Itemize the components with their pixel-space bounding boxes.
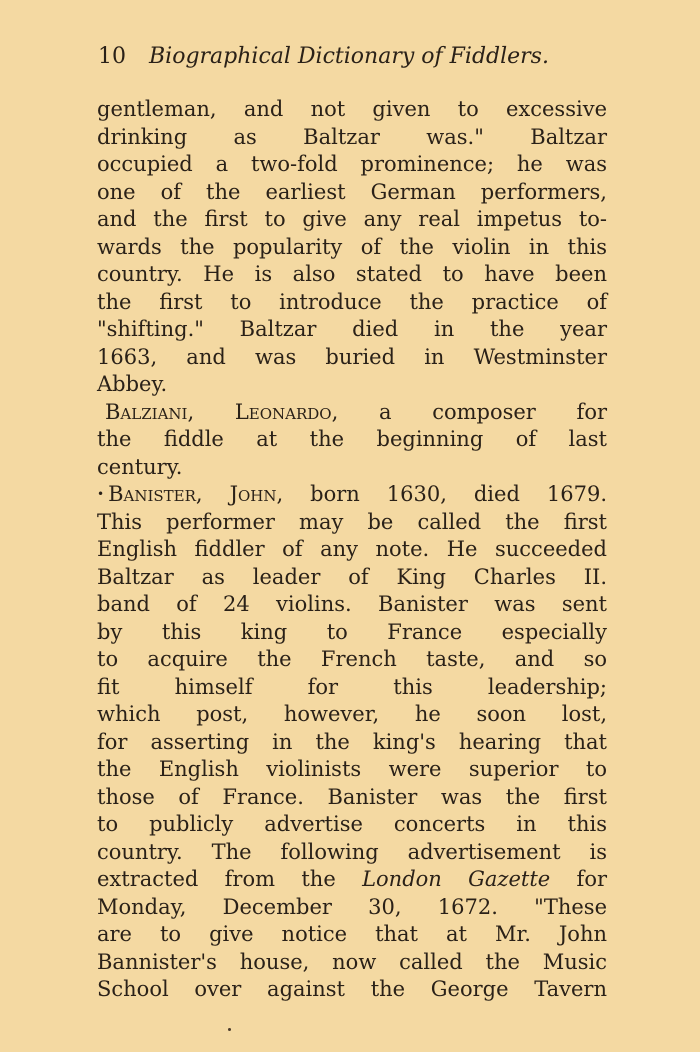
text-line: the first to introduce the practice of <box>97 289 607 314</box>
text-line: drinking as Baltzar was." Baltzar <box>97 124 607 149</box>
bullet-mark: • <box>97 487 105 501</box>
text-line: School over against the George Tavern <box>97 977 607 1001</box>
entry-heading-line <box>97 481 607 509</box>
text-line-gazette <box>97 866 607 894</box>
text-line: one of the earliest German performers, <box>97 179 607 204</box>
text-line: and the first to give any real impetus to- <box>97 207 607 231</box>
text-line: wards the popularity of the violin in this <box>97 234 607 259</box>
paper-speck <box>228 1028 231 1031</box>
text-line: those of France. Banister was the first <box>97 784 607 809</box>
text-line: "shifting." Baltzar died in the year <box>97 317 607 341</box>
text-segment: extracted from the <box>97 867 363 891</box>
entry-name-banister: Banister, John, <box>108 482 284 506</box>
entry-text: born 1630, died 1679. <box>283 482 607 506</box>
text-line: the English violinists were superior to <box>97 757 607 781</box>
publication-title: London Gazette <box>362 867 551 891</box>
text-line: fit himself for this leadership; <box>97 674 607 699</box>
entry-name-balziani: Balziani, Leonardo, <box>105 399 339 424</box>
text-line: to acquire the French taste, and so <box>97 647 607 671</box>
text-line: by this king to France especially <box>97 619 607 644</box>
running-title: Biographical Dictionary of Fiddlers. <box>149 44 549 69</box>
text-line: Baltzar as leader of King Charles II. <box>97 564 607 589</box>
text-line: country. The following advertisement is <box>97 839 607 864</box>
text-line: Bannister's house, now called the Music <box>97 949 607 974</box>
page-number: 10 <box>98 44 126 69</box>
text-line: country. He is also stated to have been <box>97 262 607 286</box>
text-line: This performer may be called the first <box>97 509 607 534</box>
text-line: which post, however, he soon lost, <box>97 702 607 726</box>
text-line: for asserting in the king's hearing that <box>97 729 607 754</box>
entry-text: a composer for <box>338 399 607 424</box>
body-text <box>97 96 607 1004</box>
text-line: the fiddle at the beginning of last <box>97 427 607 451</box>
text-line: Abbey. <box>97 372 168 396</box>
text-line: Monday, December 30, 1672. "These <box>97 894 607 919</box>
entry-heading-line <box>97 399 607 427</box>
text-line: English fiddler of any note. He succeeded <box>97 537 607 561</box>
running-header <box>98 42 598 72</box>
text-line: century. <box>97 454 183 479</box>
text-line: gentleman, and not given to excessive <box>97 97 607 121</box>
text-line: band of 24 violins. Banister was sent <box>97 592 607 616</box>
text-line: occupied a two-fold prominence; he was <box>97 152 607 176</box>
text-line: to publicly advertise concerts in this <box>97 812 607 836</box>
text-line: are to give notice that at Mr. John <box>97 922 607 946</box>
text-line: 1663, and was buried in Westminster <box>97 344 607 369</box>
text-segment: for <box>550 867 607 891</box>
